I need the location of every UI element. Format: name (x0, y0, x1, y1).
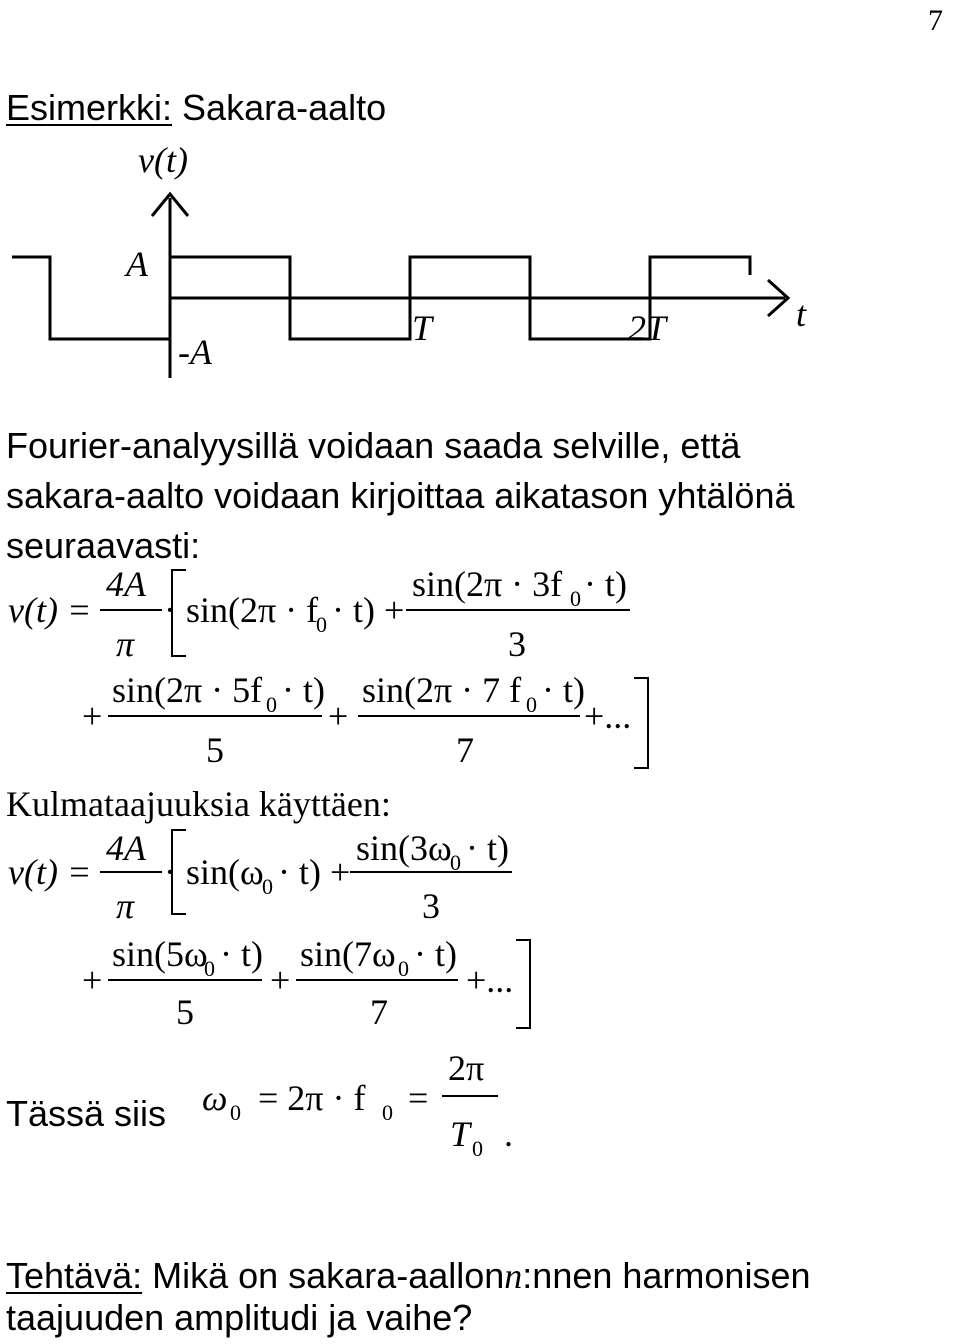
x-axis-label: t (796, 294, 807, 334)
eq1-coef-den: π (116, 624, 135, 664)
eq1-term1: sin(2π · f (186, 590, 319, 630)
eq2-frac7-num-sub: 0 (398, 956, 409, 981)
omega-eq: = (408, 1078, 429, 1118)
tick-label-2T: 2T (628, 308, 667, 348)
eq1-frac5-num-sub: 0 (266, 692, 277, 717)
amplitude-positive-label: A (126, 244, 148, 284)
eq2-lhs: v(t) = (8, 852, 92, 892)
example-heading (6, 86, 386, 130)
eq1-frac7-num-end: · t) (542, 670, 585, 710)
paragraph-line-1: Fourier-analyysillä voidaan saada selville, että (6, 425, 741, 466)
angular-frequency-heading: Kulmataajuuksia käyttäen: (6, 784, 391, 824)
eq2-plus-b: + (270, 960, 291, 1000)
eq2-frac5-den: 5 (176, 992, 194, 1032)
eq1-frac3-num: sin(2π · 3f (412, 564, 563, 604)
fourier-series-equation (0, 560, 960, 780)
task-line-2: taajuuden amplitudi ja vaihe? (6, 1297, 473, 1338)
eq2-frac3-den: 3 (422, 886, 440, 926)
eq2-plus-a: + (82, 960, 103, 1000)
eq1-term1-sub: 0 (316, 612, 327, 637)
angular-fourier-equation (0, 824, 960, 1034)
y-axis-label: v(t) (138, 140, 188, 180)
tick-label-T: T (412, 308, 433, 348)
eq2-frac5-num-end: · t) (220, 934, 263, 974)
omega-frac-den-sub: 0 (472, 1136, 483, 1161)
task-n: n (504, 1256, 523, 1296)
eq1-frac7-den: 7 (456, 730, 474, 770)
example-label: Esimerkki: (6, 87, 173, 128)
eq1-frac3-den: 3 (508, 624, 526, 664)
eq1-frac7-num: sin(2π · 7 f (362, 670, 522, 710)
omega-sub: 0 (230, 1100, 241, 1125)
eq1-plus-b: + (328, 696, 349, 736)
svg-text:·: · (164, 590, 176, 630)
amplitude-negative-label: -A (178, 332, 212, 372)
eq1-frac5-den: 5 (206, 730, 224, 770)
task-line-1 (6, 1254, 811, 1298)
eq2-term1-sub: 0 (262, 874, 273, 899)
task-text-a: Mikä on sakara-aallon (152, 1255, 505, 1296)
eq2-frac3-num: sin(3ω (356, 828, 452, 868)
eq2-frac3-num-sub: 0 (450, 850, 461, 875)
omega-def-prefix: Tässä siis (6, 1093, 167, 1134)
eq2-frac7-den: 7 (370, 992, 388, 1032)
eq2-coef-num: 4A (106, 828, 146, 868)
omega-f-sub: 0 (382, 1100, 393, 1125)
omega-frac-num: 2π (448, 1048, 485, 1088)
eq2-frac3-num-end: · t) (466, 828, 509, 868)
eq1-frac5-num: sin(2π · 5f (112, 670, 263, 710)
omega-mid: = 2π · f (258, 1078, 366, 1118)
eq1-frac3-num-sub: 0 (570, 586, 581, 611)
paragraph-line-2: sakara-aalto voidaan kirjoittaa aikatason yhtälönä (6, 475, 795, 516)
eq1-frac5-num-end: · t) (282, 670, 325, 710)
omega-definition-equation (196, 1038, 756, 1168)
eq2-coef-den: π (116, 886, 135, 926)
paragraph-line-3: seuraavasti: (6, 525, 201, 566)
page-number: 7 (928, 4, 943, 37)
omega-symbol: ω (202, 1078, 228, 1118)
eq1-frac3-num-end: · t) (584, 564, 627, 604)
eq1-right-bracket (634, 678, 648, 768)
eq1-term1-end: · t) + (332, 590, 405, 630)
svg-text:·: · (164, 852, 176, 892)
eq2-frac5-num: sin(5ω (112, 934, 208, 974)
eq2-tail: +... (466, 960, 514, 1000)
eq1-coef-num: 4A (106, 564, 146, 604)
eq2-frac5-num-sub: 0 (204, 956, 215, 981)
eq1-lhs: v(t) = (8, 590, 92, 630)
eq2-frac7-num-end: · t) (414, 934, 457, 974)
eq2-right-bracket (516, 940, 530, 1028)
eq1-tail: +... (584, 696, 632, 736)
eq2-term1-end: · t) + (278, 852, 351, 892)
eq1-frac7-num-sub: 0 (526, 692, 537, 717)
eq1-plus-a: + (82, 696, 103, 736)
task-label: Tehtävä: (6, 1255, 143, 1296)
omega-period: . (504, 1114, 513, 1154)
example-title: Sakara-aalto (182, 87, 387, 128)
task-text-b: :nnen harmonisen (522, 1255, 811, 1296)
omega-frac-den: T (450, 1114, 471, 1154)
eq2-frac7-num: sin(7ω (300, 934, 396, 974)
eq2-term1: sin(ω (186, 852, 264, 892)
